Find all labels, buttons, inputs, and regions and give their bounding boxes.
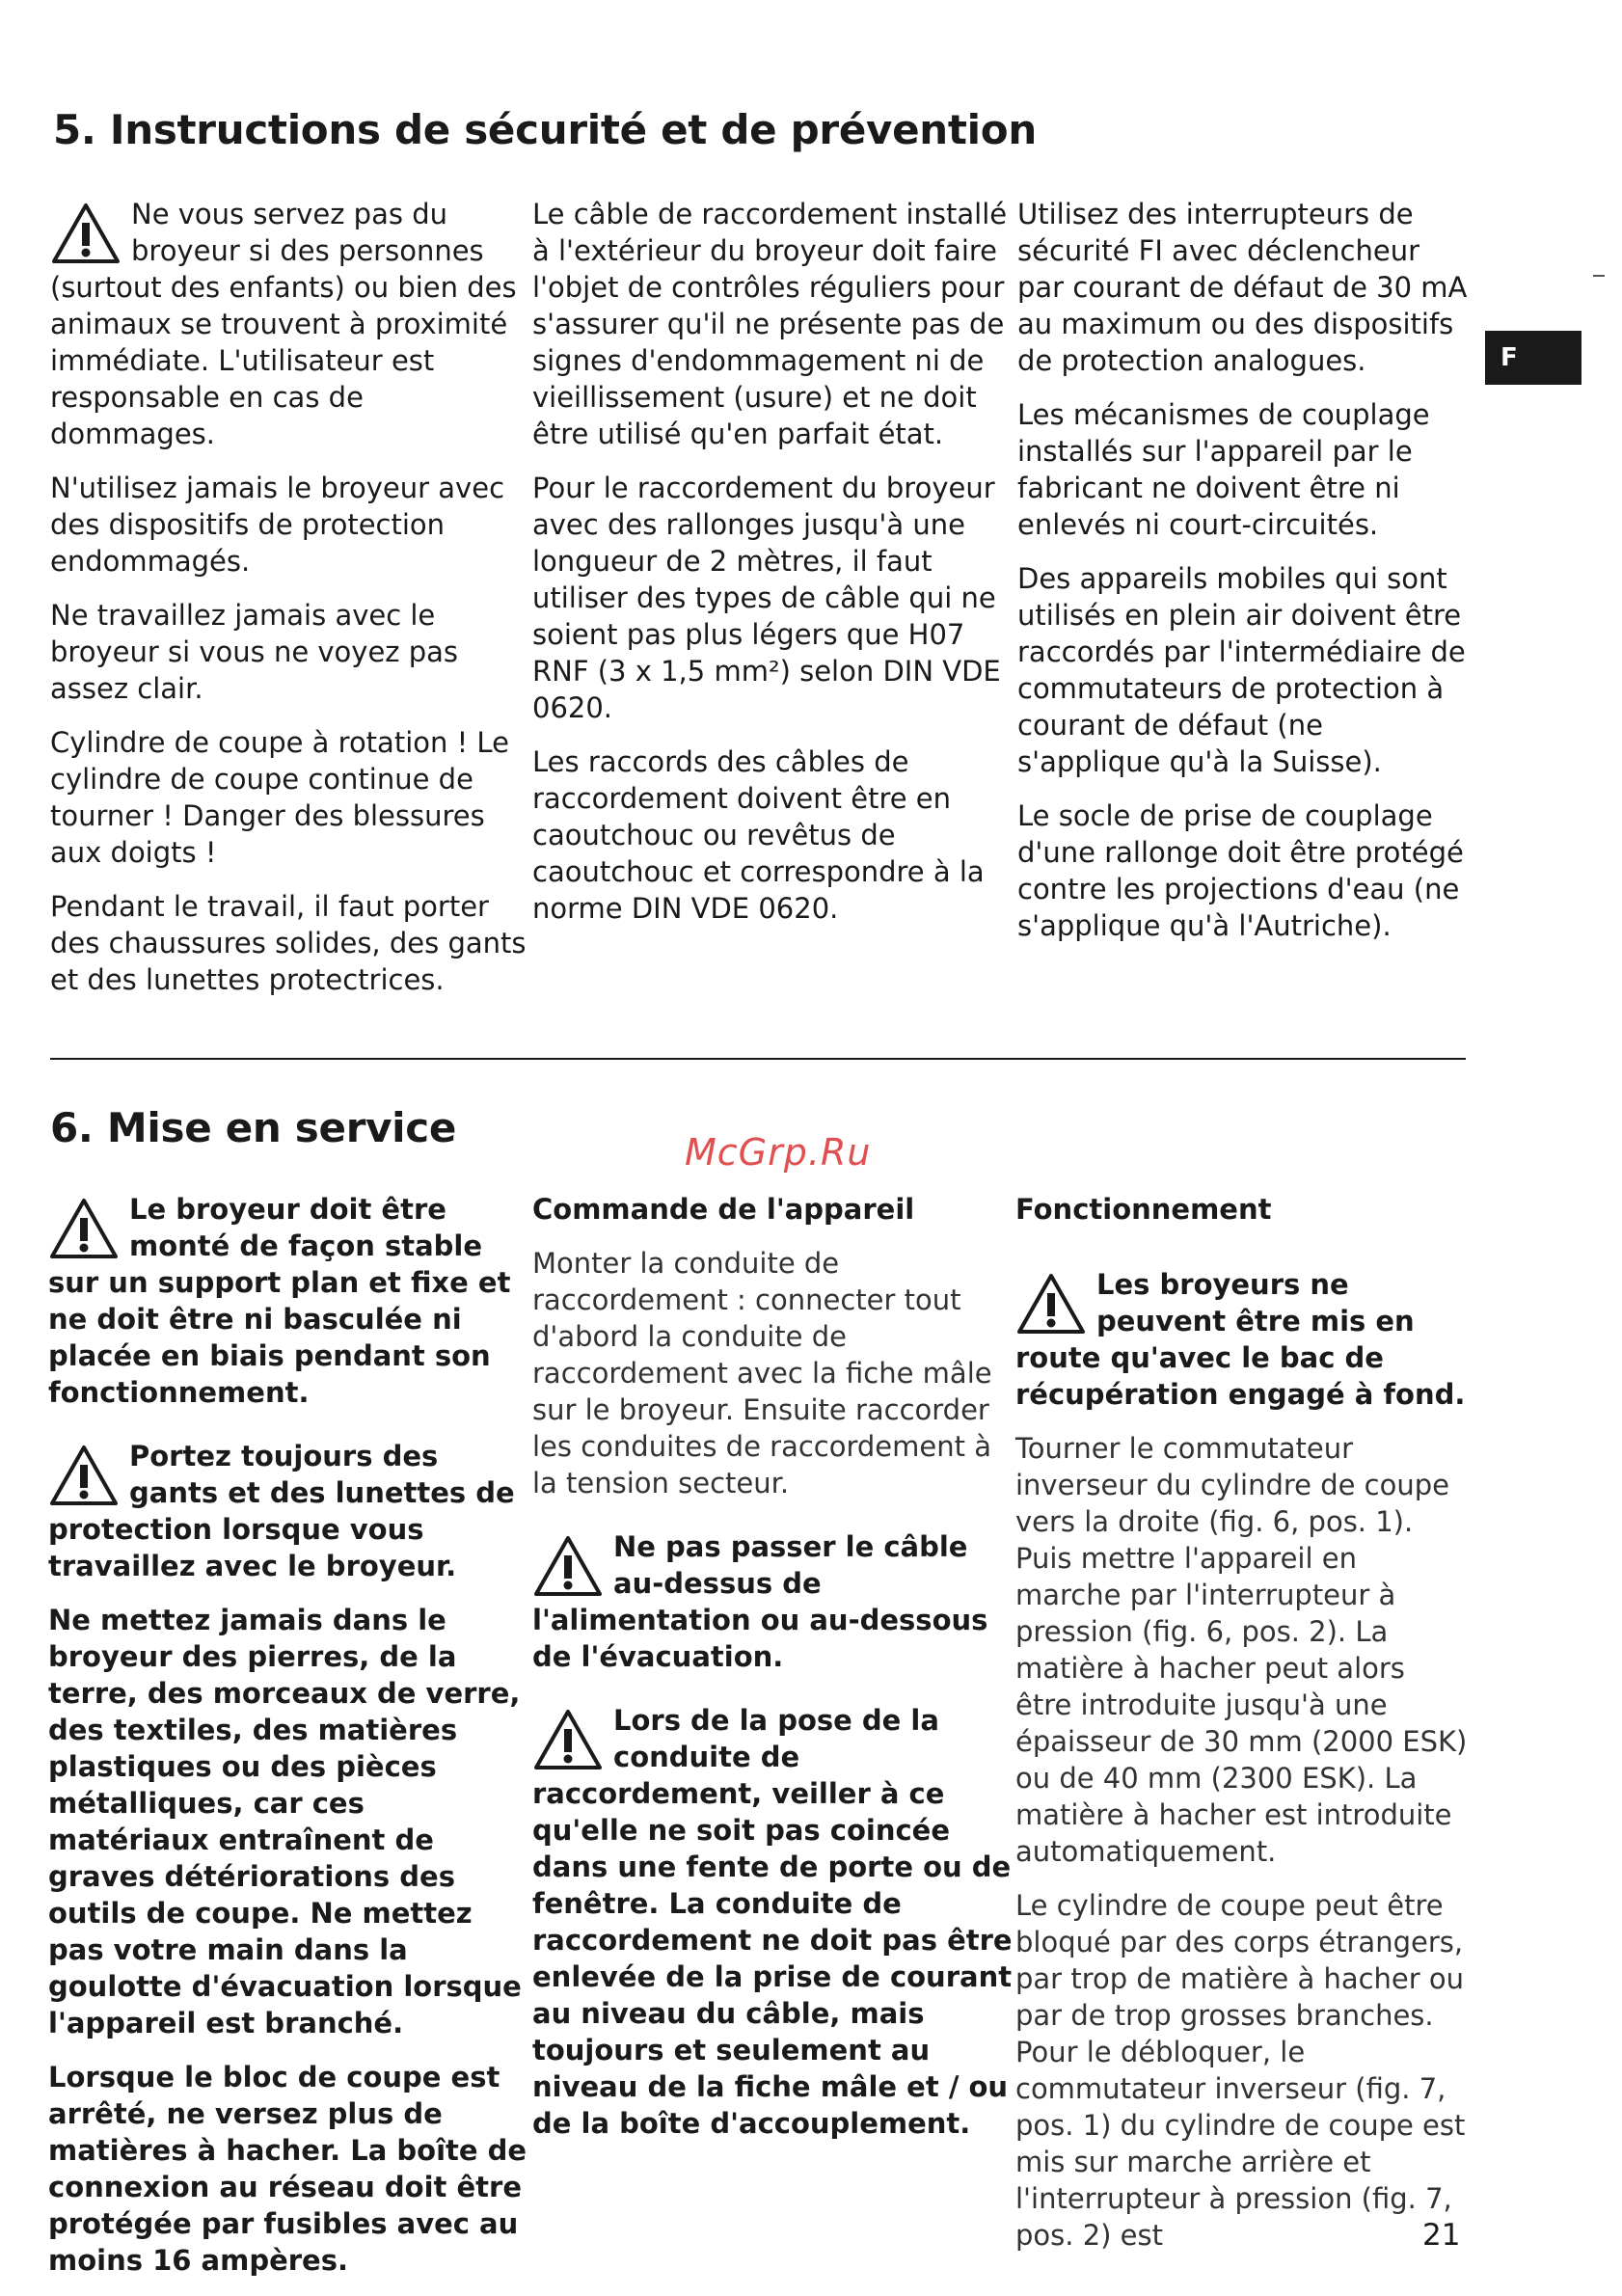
- warning-icon: [48, 1197, 120, 1260]
- warning-paragraph: [532, 1528, 1014, 1675]
- s6-col1-p2: Portez toujours des gants et des lunettes de protection lorsque vous travaillez avec le broyeur.: [48, 1440, 515, 1582]
- s5-col1-p4: Cylindre de coupe à rotation ! Le cylindre de coupe continue de tourner ! Danger des blessures aux doigts !: [50, 726, 509, 869]
- warning-paragraph: [1015, 1266, 1469, 1413]
- section6-col3: [1015, 1191, 1469, 2271]
- warning-icon: [532, 1534, 604, 1598]
- s6-col3-p1: Tourner le commutateur inverseur du cylindre de coupe vers la droite (fig. 6, pos. 1). Puis mettre l'appareil en marche par l'interrupteur à pression (fig. 6, pos. 2). La matière à hacher peut alors être introduite jusqu'à une épaisseur de 30 mm (2000 ESK) ou de 40 mm (2300 ESK). La matière à hacher est introduite automatiquement.: [1015, 1432, 1468, 1868]
- section5-col2: [532, 196, 1014, 944]
- s6-col2-warn2: Lors de la pose de la conduite de raccordement, veiller à ce qu'elle ne soit pas coincée dans une fente de porte ou de fenêtre. La conduite de raccordement ne doit pas être enlevée de la prise de courant au niveau du câble, mais toujours et seulement au niveau de la fiche mâle et / ou de la boîte d'accouplement.: [532, 1704, 1013, 2140]
- s5-col3-p1: Utilisez des interrupteurs de sécurité FI avec déclencheur par courant de défaut de 30 mA au maximum ou des dispositifs de protection analogues.: [1017, 198, 1468, 377]
- s5-col3-p3: Des appareils mobiles qui sont utilisés en plein air doivent être raccordés par l'intermédiaire de commutateurs de protection à courant de défaut (ne s'applique qu'à la Suisse).: [1017, 562, 1466, 778]
- s6-col1-p4: Lorsque le bloc de coupe est arrêté, ne versez plus de matières à hacher. La boîte de connexion au réseau doit être protégée par fusibles avec au moins 16 ampères.: [48, 2061, 527, 2277]
- section5-col3: [1017, 196, 1471, 961]
- s5-col2-p3: Les raccords des câbles de raccordement doivent être en caoutchouc ou revêtus de caoutchouc et correspondre à la norme DIN VDE 0620.: [532, 745, 985, 925]
- s6-col2-warn1: Ne pas passer le câble au-dessus de l'alimentation ou au-dessous de l'évacuation.: [532, 1530, 988, 1673]
- s6-col3-heading: Fonctionnement: [1015, 1193, 1272, 1226]
- section6-col1: [48, 1191, 530, 2296]
- s5-col1-p3: Ne travaillez jamais avec le broyeur si vous ne voyez pas assez clair.: [50, 599, 459, 705]
- s5-col2-p2: Pour le raccordement du broyeur avec des rallonges jusqu'à une longueur de 2 mètres, il faut utiliser des types de câble qui ne soient pas plus légers que H07 RNF (3 x 1,5 mm²) selon DIN VDE 0620.: [532, 472, 1001, 724]
- section-divider: [50, 1058, 1466, 1060]
- language-tab: F: [1485, 331, 1581, 385]
- page-number: 21: [1422, 2218, 1461, 2253]
- s5-col1-p1: Ne vous servez pas du broyeur si des personnes (surtout des enfants) ou bien des animaux se trouvent à proximité immédiate. L'utilisateur est responsable en cas de dommages.: [50, 198, 517, 450]
- s5-col1-p2: N'utilisez jamais le broyeur avec des dispositifs de protection endommagés.: [50, 472, 505, 578]
- warning-paragraph: [532, 1702, 1014, 2142]
- section6-title: 6. Mise en service: [50, 1104, 457, 1151]
- s6-col1-p1: Le broyeur doit être monté de façon stable sur un support plan et fixe et ne doit être ni basculée ni placée en biais pendant son fonctionnement.: [48, 1193, 511, 1409]
- warning-paragraph: [50, 196, 532, 452]
- s6-col2-intro: Monter la conduite de raccordement : connecter tout d'abord la conduite de raccordement avec la fiche mâle sur le broyeur. Ensuite raccorder les conduites de raccordement à la tension secteur.: [532, 1247, 992, 1499]
- s5-col3-p4: Le socle de prise de couplage d'une rallonge doit être protégé contre les projections d'eau (ne s'applique qu'à l'Autriche).: [1017, 799, 1464, 942]
- warning-paragraph: [48, 1438, 530, 1584]
- warning-icon: [532, 1708, 604, 1771]
- s6-col3-warn: Les broyeurs ne peuvent être mis en route qu'avec le bac de récupération engagé à fond.: [1015, 1268, 1466, 1411]
- s5-col2-p1: Le câble de raccordement installé à l'extérieur du broyeur doit faire l'objet de contrôles réguliers pour s'assurer qu'il ne présente pas de signes d'endommagement ni de vieillissement (usure) et ne doit être utilisé qu'en parfait état.: [532, 198, 1008, 450]
- watermark: McGrp.Ru: [685, 1131, 872, 1174]
- warning-icon: [50, 202, 122, 265]
- section5-col1: [50, 196, 532, 1015]
- s5-col1-p5: Pendant le travail, il faut porter des chaussures solides, des gants et des lunettes protectrices.: [50, 890, 527, 996]
- s5-col3-p2: Les mécanismes de couplage installés sur l'appareil par le fabricant ne doivent être ni enlevés ni court-circuités.: [1017, 398, 1430, 541]
- warning-icon: [1015, 1272, 1087, 1336]
- section6-col2: [532, 1191, 1014, 2159]
- s6-col1-p3: Ne mettez jamais dans le broyeur des pierres, de la terre, des morceaux de verre, des textiles, des matières plastiques ou des pièces métalliques, car ces matériaux entraînent de graves détériorations des outils de coupe. Ne mettez pas votre main dans la goulotte d'évacuation lorsque l'appareil est branché.: [48, 1604, 522, 2039]
- section5-title: 5. Instructions de sécurité et de prévention: [53, 106, 1037, 153]
- warning-icon: [48, 1444, 120, 1507]
- s6-col2-heading: Commande de l'appareil: [532, 1193, 915, 1226]
- s6-col3-p2: Le cylindre de coupe peut être bloqué par des corps étrangers, par trop de matière à hacher ou par de trop grosses branches. Pour le débloquer, le commutateur inverseur (fig. 7, pos. 1) du cylindre de coupe est mis sur marche arrière et l'interrupteur à pression (fig. 7, pos. 2) est: [1015, 1889, 1466, 2252]
- warning-paragraph: [48, 1191, 530, 1411]
- margin-mark: [1593, 275, 1605, 277]
